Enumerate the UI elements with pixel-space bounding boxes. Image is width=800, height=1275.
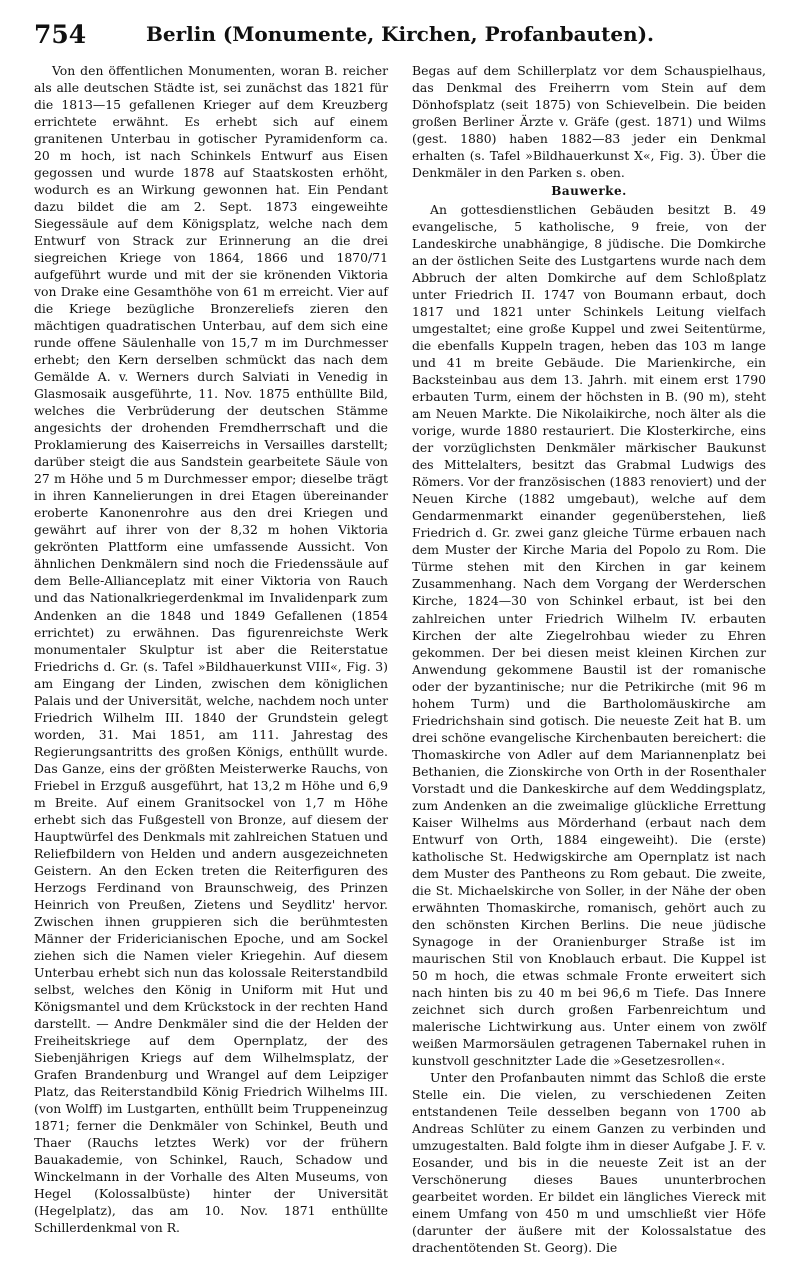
right-column bbox=[412, 62, 766, 1256]
left-column bbox=[34, 62, 388, 1236]
section-heading-bauwerke: Bauwerke. bbox=[551, 184, 627, 199]
paragraph-continuation: Begas auf dem Schillerplatz vor dem Schauspielhaus, das Denkmal des Freiherrn vom Stein auf dem Dönhofsplatz (seit 1875) von Schievelbein. Die beiden großen Berliner Ärzte v. Gräfe (gest. 1871) und Wilms (gest. 1880) haben 1882—83 jeder ein Denkmal erhalten (s. Tafel »Bildhauerkunst X«, Fig. 3). Über die Denkmäler in den Parken s. oben. bbox=[412, 63, 766, 181]
page-number: 754 bbox=[34, 20, 87, 49]
paragraph-profanbauten: Unter den Profanbauten nimmt das Schloß die erste Stelle ein. Die vielen, zu verschiedenen Zeiten entstandenen Teile desselben begann von 1700 ab Andreas Schlüter zu einem Ganzen zu verbinden und umzugestalten. Bald folgte ihm in dieser Aufgabe J. F. v. Eosander, und bis in die neueste Zeit ist an der Verschönerung dieses Baues ununterbrochen gearbeitet worden. Er bildet ein längliches Viereck mit einem Umfang von 450 m und umschließt vier Höfe (darunter der äußere mit der Kolossalstatue des drachentötenden St. Georg). Die bbox=[412, 1069, 766, 1256]
paragraph-churches: An gottesdienstlichen Gebäuden besitzt B. 49 evangelische, 5 katholische, 9 freie, von der Landeskirche unabhängige, 8 jüdische. Die Domkirche an der östlichen Seite des Lustgartens wurde nach dem Abbruch der alten Domkirche auf dem Schloßplatz unter Friedrich II. 1747 von Boumann erbaut, doch 1817 und 1821 unter Schinkels Leitung vielfach umgestaltet; eine große Kuppel und zwei Seitentürme, die ebenfalls Kuppeln tragen, heben das 103 m lange und 41 m breite Gebäude. Die Marienkirche, ein Backsteinbau aus dem 13. Jahrh. mit einem erst 1790 erbauten Turm, einem der höchsten in B. (90 m), steht am Neuen Markte. Die Nikolaikirche, noch älter als die vorige, wurde 1880 restauriert. Die Klosterkirche, eins der vorzüglichsten Denkmäler märkischer Baukunst des Mittelalters, besitzt das Grabmal Ludwigs des Römers. Vor der französischen (1883 renoviert) und der Neuen Kirche (1882 umgebaut), welche auf dem Gendarmenmarkt einander gegenüberstehen, ließ Friedrich d. Gr. zwei ganz gleiche Türme erbauen nach dem Muster der Kirche Maria del Popolo zu Rom. Die Türme stehen mit den Kirchen in gar keinem Zusammenhang. Nach dem Vorgang der Werderschen Kirche, 1824—30 von Schinkel erbaut, ist bei den zahlreichen unter Friedrich Wilhelm IV. erbauten Kirchen der alte Ziegelrohbau wieder zu Ehren gekommen. Der bei diesen meist kleinen Kirchen zur Anwendung gekommene Baustil ist der romanische oder der byzantinische; nur die Petrikirche (mit 96 m hohem Turm) und die Bartholomäuskirche am Friedrichshain sind gotisch. Die neueste Zeit hat B. um drei schöne evangelische Kirchenbauten bereichert: die Thomaskirche von Adler auf dem Mariannenplatz bei Bethanien, die Zionskirche von Orth in der Rosenthaler Vorstadt und die Dankeskirche auf dem Weddingsplatz, zum Andenken an die zweimalige glückliche Errettung Kaiser Wilhelms aus Mörderhand (erbaut nach dem Entwurf von Orth, 1884 eingeweiht). Die (erste) katholische St. Hedwigskirche am Opernplatz ist nach dem Muster des Pantheons zu Rom gebaut. Die zweite, die St. Michaelskirche von Soller, in der Nähe der oben erwähnten Thomaskirche, romanisch, gehört auch zu den schönsten Kirchen Berlins. Die neue jüdische Synagoge in der Oranienburger Straße ist im maurischen Stil von Knoblauch erbaut. Die Kuppel ist 50 m hoch, die etwas schmale Fronte erweitert sich nach hinten bis zu 40 m bei 96,6 m Tiefe. Das Innere zeichnet sich durch großen Farbenreichtum und malerische Lichtwirkung aus. Unter einem von zwölf weißen Marmorsäulen getragenen Tabernakel ruhen in kunstvoll geschnitzter Lade die »Gesetzesrollen«. bbox=[412, 202, 766, 1068]
running-head: Berlin (Monumente, Kirchen, Profanbauten). bbox=[145, 22, 655, 46]
paragraph-monuments: Von den öffentlichen Monumenten, woran B. reicher als alle deutschen Städte ist, sei zunächst das 1821 für die 1813—15 gefallenen Krieger auf dem Kreuzberg errichtete erwähnt. Es erhebt sich auf einem granitenen Unterbau in gotischer Pyramidenform ca. 20 m hoch, ist nach Schinkels Entwurf aus Eisen gegossen und wurde 1878 auf Staatskosten erhöht, wodurch es an Wirkung gewonnen hat. Ein Pendant dazu bildet die am 2. Sept. 1873 eingeweihte Siegessäule auf dem Königsplatz, welche nach dem Entwurf von Strack zur Erinnerung an die drei siegreichen Kriege von 1864, 1866 und 1870/71 aufgeführt wurde und mit der sie krönenden Viktoria von Drake eine Gesamthöhe von 61 m erreicht. Vier auf die Kriege bezügliche Bronzereliefs zieren den mächtigen quadratischen Unterbau, auf dem sich eine runde offene Säulenhalle von 15,7 m im Durchmesser erhebt; den Kern derselben schmückt das nach dem Gemälde A. v. Werners durch Salviati in Venedig in Glasmosaik ausgeführte, 11. Nov. 1875 enthüllte Bild, welches die Verbrüderung der deutschen Stämme angesichts der drohenden Fremdherrschaft und die Proklamierung des Kaiserreichs in Versailles darstellt; darüber steigt die aus Sandstein gearbeitete Säule von 27 m Höhe und 5 m Durchmesser empor; dieselbe trägt in ihren Kannelierungen in drei Etagen übereinander eroberte Kanonenrohre aus den drei Kriegen und gewährt auf ihrer von der 8,32 m hohen Viktoria gekrönten Plattform eine umfassende Aussicht. Von ähnlichen Denkmälern sind noch die Friedenssäule auf dem Belle-Allianceplatz mit einer Viktoria von Rauch und das Nationalkriegerdenkmal im Invalidenpark zum Andenken an die 1848 und 1849 Gefallenen (1854 errichtet) zu erwähnen. Das figurenreichste Werk monumentaler Skulptur ist aber die Reiterstatue Friedrichs d. Gr. (s. Tafel »Bildhauerkunst VIII«, Fig. 3) am Eingang der Linden, zwischen dem königlichen Palais und der Universität, welche, nachdem noch unter Friedrich Wilhelm III. 1840 der Grundstein gelegt worden, 31. Mai 1851, am 111. Jahrestag des Regierungsantritts des großen Königs, enthüllt wurde. Das Ganze, eins der größten Meisterwerke Rauchs, von Friebel in Erzguß ausgeführt, hat 13,2 m Höhe und 6,9 m Breite. Auf einem Granitsockel von 1,7 m Höhe erhebt sich das Fußgestell von Bronze, auf diesem der Hauptwürfel des Denkmals mit zahlreichen Statuen und Reliefbildern von Helden und andern ausgezeichneten Geistern. An den Ecken treten die Reiterfiguren des Herzogs Ferdinand von Braunschweig, des Prinzen Heinrich von Preußen, Zietens und Seydlitz' hervor. Zwischen ihnen gruppieren sich die berühmtesten Männer der Fridericianischen Epoche, und am Sockel ziehen sich die Namen vieler Kriegehin. Auf diesem Unterbau erhebt sich nun das kolossale Reiterstandbild selbst, welches den König in Uniform mit Hut und Königsmantel und dem Krückstock in der rechten Hand darstellt. — Andre Denkmäler sind die der Helden der Freiheitskriege auf dem Opernplatz, der des Siebenjährigen Kriegs auf dem Wilhelmsplatz, der Grafen Brandenburg und Wrangel auf dem Leipziger Platz, das Reiterstandbild König Friedrich Wilhelms III. (von Wolff) im Lustgarten, enthüllt beim Truppeneinzug 1871; ferner die Denkmäler von Schinkel, Beuth und Thaer (Rauchs letztes Werk) vor der frühern Bauakademie, von Schinkel, Rauch, Schadow und Winckelmann in der Vorhalle des Alten Museums, von Hegel (Kolossalbüste) hinter der Universität (Hegelplatz), das am 10. Nov. 1871 enthüllte Schillerdenkmal von R. bbox=[34, 63, 388, 1236]
page-header bbox=[34, 20, 766, 60]
